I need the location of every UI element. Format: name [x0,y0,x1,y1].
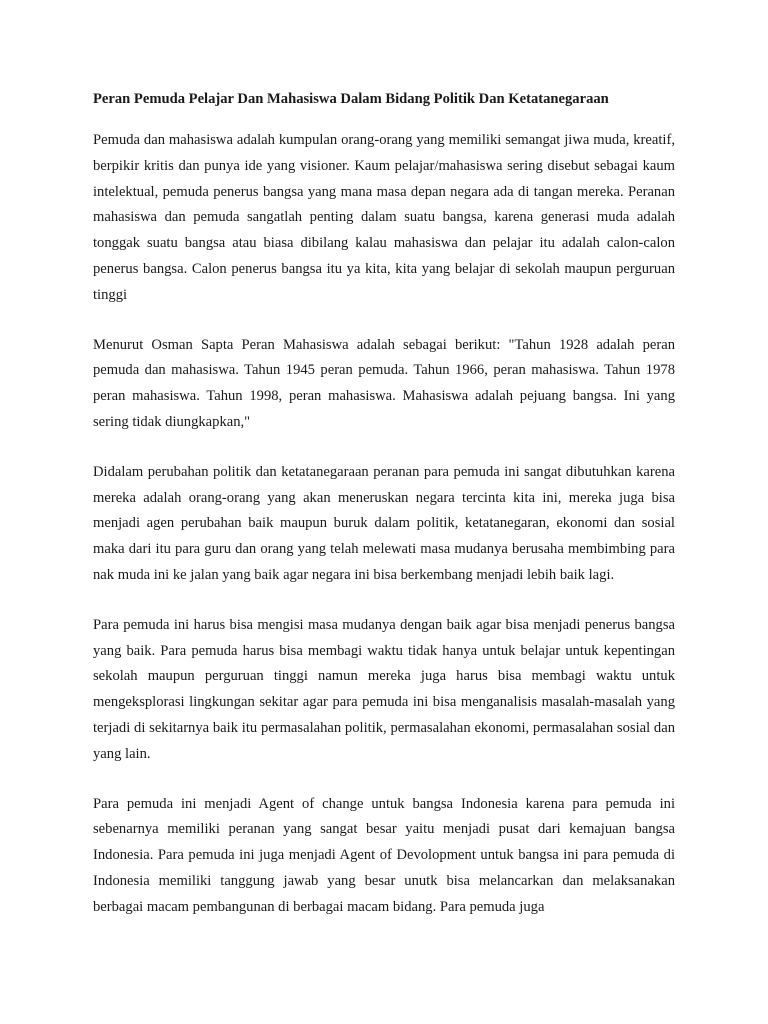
paragraph-2: Menurut Osman Sapta Peran Mahasiswa adalah sebagai berikut: "Tahun 1928 adalah peran pemuda dan mahasiswa. Tahun 1945 peran pemuda. Tahun 1966, peran mahasiswa. Tahun 1978 peran mahasiswa. Tahun 1998, peran mahasiswa. Mahasiswa adalah pejuang bangsa. Ini yang sering tidak diungkapkan," [93,336,675,430]
paragraph-4: Para pemuda ini harus bisa mengisi masa mudanya dengan baik agar bisa menjadi penerus bangsa yang baik. Para pemuda harus bisa membagi waktu tidak hanya untuk belajar untuk kepentingan sekolah maupun perguruan tinggi namun mereka juga harus bisa membagi waktu untuk mengeksplorasi lingkungan sekitar agar para pemuda ini bisa menganalisis masalah-masalah yang terjadi di sekitarnya baik itu permasalahan politik, permasalahan ekonomi, permasalahan sosial dan yang lain. [93,616,675,762]
document-title: Peran Pemuda Pelajar Dan Mahasiswa Dalam Bidang Politik Dan Ketatanegaraan [93,91,609,107]
document-body [93,86,675,945]
paragraph-5: Para pemuda ini menjadi Agent of change untuk bangsa Indonesia karena para pemuda ini sebenarnya memiliki peranan yang sangat besar yaitu menjadi pusat dari kemajuan bangsa Indonesia. Para pemuda ini juga menjadi Agent of Devolopment untuk bangsa ini para pemuda di Indonesia memiliki tanggung jawab yang besar unutk bisa melancarkan dan melaksanakan berbagai macam pembangunan di berbagai macam bidang. Para pemuda juga [93,795,675,915]
paragraph-1: Pemuda dan mahasiswa adalah kumpulan orang-orang yang memiliki semangat jiwa muda, kreatif, berpikir kritis dan punya ide yang visioner. Kaum pelajar/mahasiswa sering disebut sebagai kaum intelektual, pemuda penerus bangsa yang mana masa depan negara ada di tangan mereka. Peranan mahasiswa dan pemuda sangatlah penting dalam suatu bangsa, karena generasi muda adalah tonggak suatu bangsa atau biasa dibilang kalau mahasiswa dan pelajar itu adalah calon-calon penerus bangsa. Calon penerus bangsa itu ya kita, kita yang belajar di sekolah maupun perguruan tinggi [93,132,675,303]
paragraph-3: Didalam perubahan politik dan ketatanegaraan peranan para pemuda ini sangat dibutuhkan karena mereka adalah orang-orang yang akan meneruskan negara tercinta kita ini, mereka juga bisa menjadi agen perubahan baik maupun buruk dalam politik, ketatanegaran, ekonomi dan sosial maka dari itu para guru dan orang yang telah melewati masa mudanya berusaha membimbing para nak muda ini ke jalan yang baik agar negara ini bisa berkembang menjadi lebih baik lagi. [93,463,675,583]
